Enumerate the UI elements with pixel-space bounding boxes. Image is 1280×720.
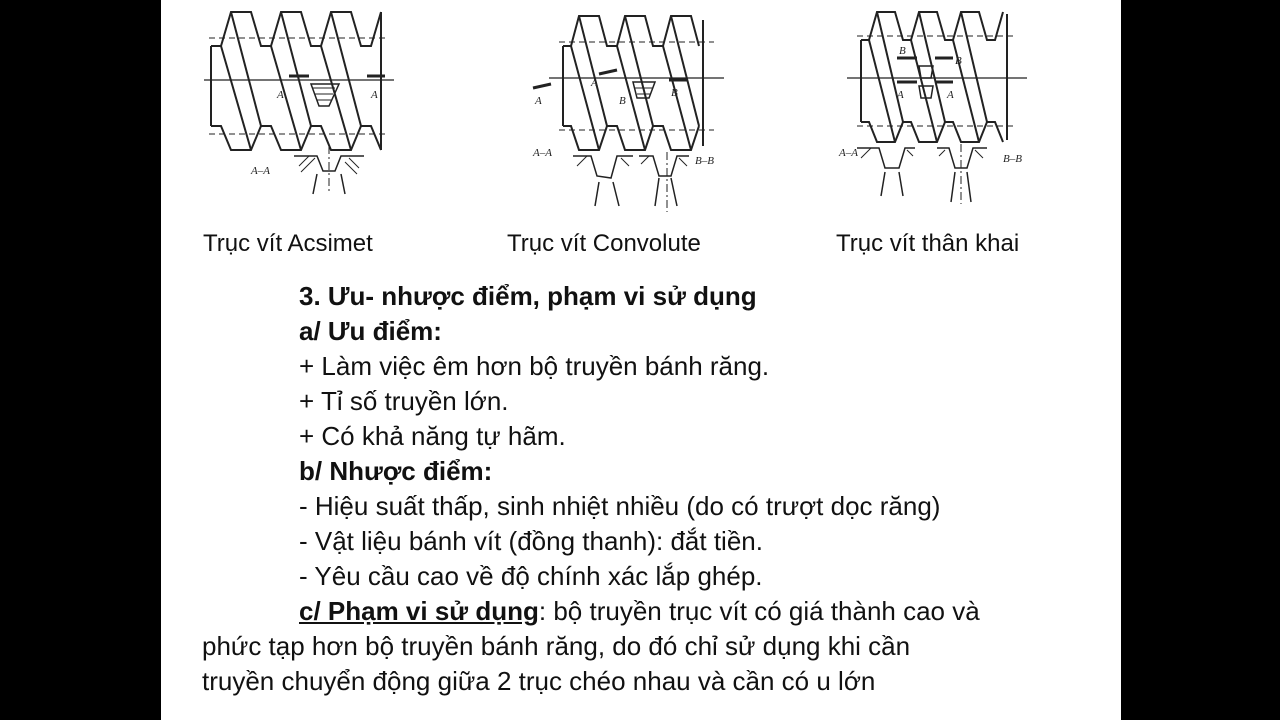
label-a-left: A xyxy=(535,95,542,107)
label-a-left: A xyxy=(897,89,904,101)
label-b-left: B xyxy=(899,45,906,57)
acsimet-worm-drawing xyxy=(199,6,399,196)
advantages-title: a/ Ưu điểm: xyxy=(299,316,442,346)
caption-acsimet: Trục vít Acsimet xyxy=(203,230,373,257)
figure-convolute xyxy=(529,6,729,216)
label-section-bb: B–B xyxy=(1003,153,1022,165)
scope-line-2: phức tạp hơn bộ truyền bánh răng, do đó chỉ sử dụng khi cần xyxy=(202,631,911,661)
advantage-item: + Tỉ số truyền lớn. xyxy=(299,386,509,416)
convolute-worm-drawing xyxy=(529,6,729,216)
advantage-item: + Làm việc êm hơn bộ truyền bánh răng. xyxy=(299,351,770,381)
label-section-aa: A–A xyxy=(533,147,552,159)
label-a-right: A xyxy=(947,89,954,101)
scope-line xyxy=(299,596,980,626)
label-a-left: A xyxy=(277,89,284,101)
figure-than-khai xyxy=(837,6,1037,206)
label-b-right: B xyxy=(671,87,678,99)
advantage-item: + Có khả năng tự hãm. xyxy=(299,421,566,451)
section-heading: 3. Ưu- nhược điểm, phạm vi sử dụng xyxy=(299,281,757,311)
scope-line-3: truyền chuyển động giữa 2 trục chéo nhau và cần có u lớn xyxy=(202,666,876,696)
disadvantage-item: - Vật liệu bánh vít (đồng thanh): đắt tiền. xyxy=(299,526,763,556)
caption-than-khai: Trục vít thân khai xyxy=(836,230,1020,257)
disadvantage-item: - Yêu cầu cao về độ chính xác lắp ghép. xyxy=(299,561,763,591)
label-b-mid: B xyxy=(619,95,626,107)
scope-title: c/ Phạm vi sử dụng xyxy=(299,596,539,626)
label-section-aa: A–A xyxy=(839,147,858,159)
scope-text: : bộ truyền trục vít có giá thành cao và xyxy=(538,596,980,626)
caption-convolute: Trục vít Convolute xyxy=(507,230,701,257)
label-a-right: A xyxy=(371,89,378,101)
label-section-aa: A–A xyxy=(251,165,270,177)
label-b-right: B xyxy=(955,55,962,67)
disadvantage-item: - Hiệu suất thấp, sinh nhiệt nhiều (do có trượt dọc răng) xyxy=(299,491,941,521)
label-a-mid: A xyxy=(591,77,598,89)
slide xyxy=(161,0,1121,720)
disadvantages-title: b/ Nhược điểm: xyxy=(299,456,493,486)
figure-acsimet xyxy=(199,6,399,196)
than-khai-worm-drawing xyxy=(837,6,1037,206)
label-section-bb: B–B xyxy=(695,155,714,167)
